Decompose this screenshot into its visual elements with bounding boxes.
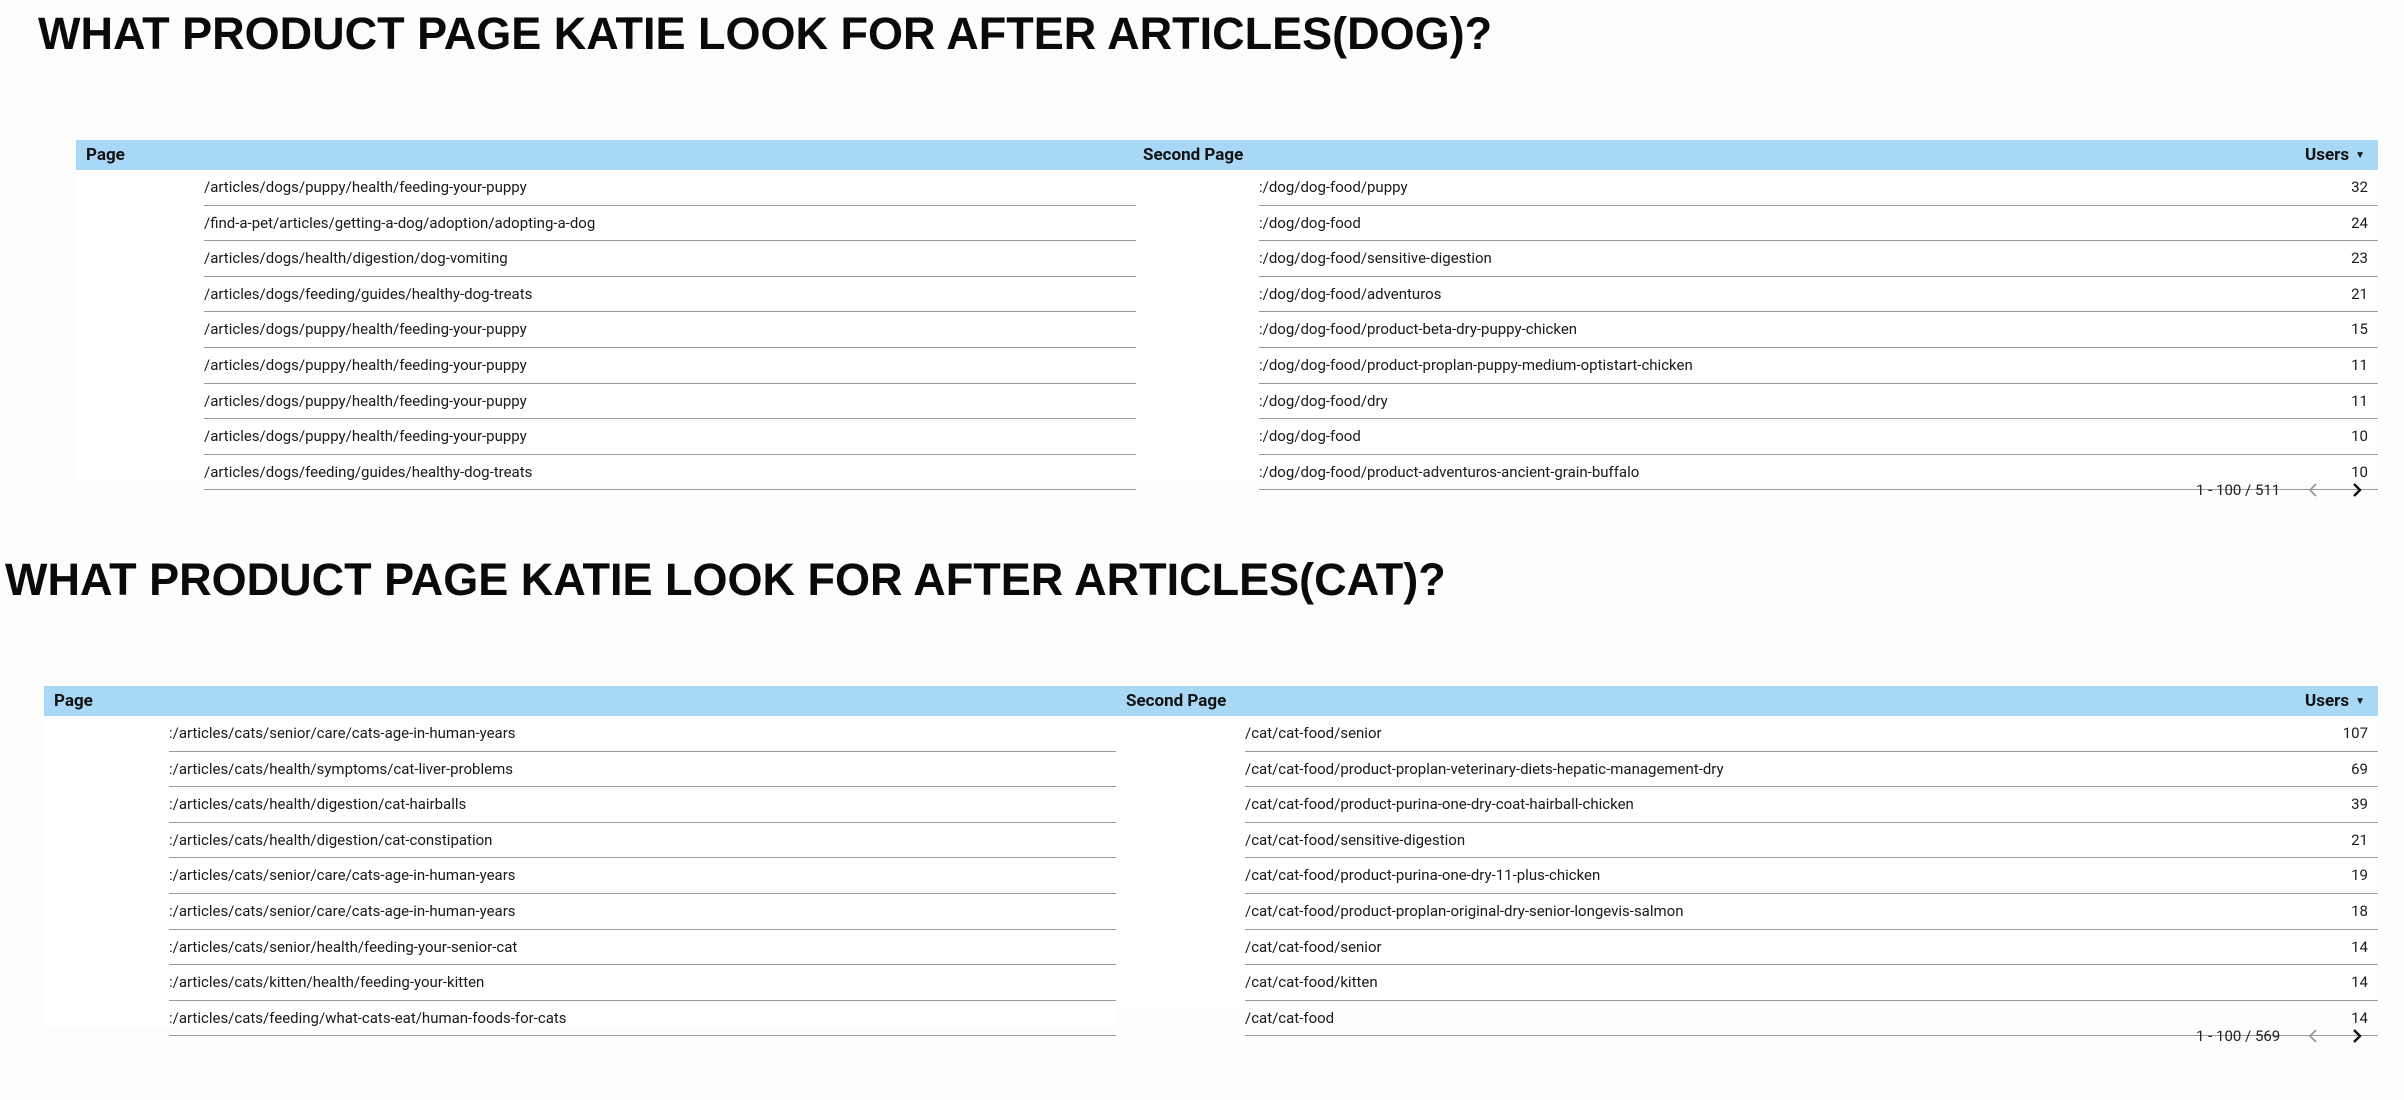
dog-section-title: WHAT PRODUCT PAGE KATIE LOOK FOR AFTER ARTICLES(DOG)?	[38, 8, 1493, 59]
cell-page: /articles/dogs/health/digestion/dog-vomiting	[204, 249, 508, 268]
cell-page: :/articles/cats/senior/care/cats-age-in-human-years	[169, 724, 516, 742]
table-row[interactable]	[76, 206, 2378, 242]
table-row[interactable]	[44, 1001, 2378, 1037]
table-row[interactable]	[76, 455, 2378, 491]
cell-second-page: /cat/cat-food/senior	[1245, 937, 1382, 956]
table-row[interactable]	[44, 787, 2378, 823]
table-row[interactable]	[76, 241, 2378, 277]
cell-users: 21	[2351, 830, 2368, 849]
table-row[interactable]	[44, 716, 2378, 752]
table-row[interactable]	[44, 752, 2378, 788]
cell-second-page: /cat/cat-food/product-proplan-original-dry-senior-longevis-salmon	[1245, 902, 1684, 920]
cell-page: :/articles/cats/feeding/what-cats-eat/human-foods-for-cats	[169, 1008, 567, 1027]
cell-page: /articles/dogs/puppy/health/feeding-your-puppy	[204, 427, 527, 446]
cell-page: :/articles/cats/senior/care/cats-age-in-human-years	[169, 902, 516, 920]
table-row[interactable]	[76, 419, 2378, 455]
table-row[interactable]	[76, 348, 2378, 384]
table-row[interactable]	[76, 170, 2378, 206]
cell-page: /articles/dogs/puppy/health/feeding-your-puppy	[204, 391, 527, 410]
cell-page: :/articles/cats/health/symptoms/cat-liver-problems	[169, 759, 513, 778]
sort-desc-icon: ▼	[2355, 150, 2365, 161]
cell-second-page: :/dog/dog-food	[1259, 213, 1361, 232]
cell-second-page: :/dog/dog-food/adventuros	[1259, 284, 1442, 303]
column-header-users[interactable]	[2305, 140, 2365, 171]
pagination-label: 1 - 100 / 569	[2196, 1027, 2281, 1045]
cell-second-page: /cat/cat-food/product-purina-one-dry-coat-hairball-chicken	[1245, 795, 1634, 814]
cat-section-title: WHAT PRODUCT PAGE KATIE LOOK FOR AFTER ARTICLES(CAT)?	[5, 554, 1446, 605]
dog-pagination	[2190, 479, 2390, 501]
chevron-right-icon[interactable]	[2346, 1025, 2368, 1047]
cell-page: /articles/dogs/feeding/guides/healthy-dog-treats	[204, 284, 533, 303]
table-row[interactable]	[44, 894, 2378, 930]
table-row[interactable]	[76, 312, 2378, 348]
cell-users: 14	[2351, 937, 2368, 956]
cell-page: /articles/dogs/puppy/health/feeding-your-puppy	[204, 320, 527, 339]
cell-second-page: /cat/cat-food/senior	[1245, 724, 1382, 742]
cell-second-page: :/dog/dog-food	[1259, 427, 1361, 446]
cell-second-page: :/dog/dog-food/product-adventuros-ancient-grain-buffalo	[1259, 462, 1640, 481]
chevron-left-icon[interactable]	[2303, 1025, 2325, 1047]
cell-second-page: :/dog/dog-food/product-beta-dry-puppy-chicken	[1259, 320, 1578, 339]
cell-users: 69	[2351, 759, 2368, 778]
column-header-second-page[interactable]: Second Page	[1143, 145, 1244, 165]
cell-users: 39	[2351, 795, 2368, 814]
cell-page: :/articles/cats/senior/health/feeding-your-senior-cat	[169, 937, 518, 956]
cell-users: 24	[2351, 213, 2368, 232]
cell-second-page: /cat/cat-food	[1245, 1008, 1335, 1027]
table-header	[76, 140, 2378, 170]
cell-page: /articles/dogs/feeding/guides/healthy-dog-treats	[204, 462, 533, 481]
row-divider	[169, 1035, 1116, 1036]
table-row[interactable]	[76, 277, 2378, 313]
cell-users: 11	[2351, 391, 2368, 410]
cell-users: 11	[2351, 356, 2368, 374]
column-header-page[interactable]: Page	[54, 691, 93, 711]
cell-second-page: /cat/cat-food/sensitive-digestion	[1245, 830, 1466, 849]
cell-users: 15	[2351, 320, 2368, 339]
cell-second-page: :/dog/dog-food/product-proplan-puppy-medium-optistart-chicken	[1259, 356, 1693, 374]
sort-desc-icon: ▼	[2355, 696, 2365, 707]
cell-page: /find-a-pet/articles/getting-a-dog/adoption/adopting-a-dog	[204, 213, 596, 232]
cell-users: 10	[2351, 462, 2368, 481]
cell-page: :/articles/cats/kitten/health/feeding-your-kitten	[169, 973, 485, 992]
cell-second-page: :/dog/dog-food/puppy	[1259, 178, 1408, 196]
cell-page: :/articles/cats/health/digestion/cat-hairballs	[169, 795, 467, 814]
table-row[interactable]	[44, 965, 2378, 1001]
cell-users: 32	[2351, 178, 2368, 196]
cell-page: /articles/dogs/puppy/health/feeding-your-puppy	[204, 178, 527, 196]
column-header-page[interactable]: Page	[86, 145, 125, 165]
cell-users: 19	[2351, 866, 2368, 885]
table-row[interactable]	[44, 858, 2378, 894]
cell-page: /articles/dogs/puppy/health/feeding-your-puppy	[204, 356, 527, 374]
cell-users: 23	[2351, 249, 2368, 268]
cell-users: 18	[2351, 902, 2368, 920]
table-row[interactable]	[44, 930, 2378, 966]
cat-table	[44, 686, 2378, 1028]
cell-second-page: :/dog/dog-food/sensitive-digestion	[1259, 249, 1492, 268]
chevron-right-icon[interactable]	[2346, 479, 2368, 501]
users-header-label: Users	[2305, 145, 2350, 165]
cell-users: 21	[2351, 284, 2368, 303]
table-row[interactable]	[76, 384, 2378, 420]
users-header-label: Users	[2305, 691, 2350, 711]
cell-users: 10	[2351, 427, 2368, 446]
cell-users: 107	[2342, 724, 2368, 742]
pagination-label: 1 - 100 / 511	[2196, 481, 2281, 499]
table-body	[44, 716, 2378, 1027]
table-body	[76, 170, 2378, 482]
column-header-second-page[interactable]: Second Page	[1126, 691, 1227, 711]
cell-second-page: /cat/cat-food/kitten	[1245, 973, 1378, 992]
chevron-left-icon[interactable]	[2303, 479, 2325, 501]
cat-pagination	[2190, 1025, 2390, 1047]
cell-second-page: /cat/cat-food/product-purina-one-dry-11-plus-chicken	[1245, 866, 1601, 885]
column-header-users[interactable]	[2305, 686, 2365, 717]
dog-table	[76, 140, 2378, 482]
cell-page: :/articles/cats/senior/care/cats-age-in-human-years	[169, 866, 516, 885]
cell-users: 14	[2351, 973, 2368, 992]
cell-users: 14	[2351, 1008, 2368, 1027]
cell-page: :/articles/cats/health/digestion/cat-constipation	[169, 830, 493, 849]
table-header	[44, 686, 2378, 716]
cell-second-page: /cat/cat-food/product-proplan-veterinary-diets-hepatic-management-dry	[1245, 759, 1724, 778]
row-divider	[204, 489, 1136, 490]
table-row[interactable]	[44, 823, 2378, 859]
cell-second-page: :/dog/dog-food/dry	[1259, 391, 1388, 410]
